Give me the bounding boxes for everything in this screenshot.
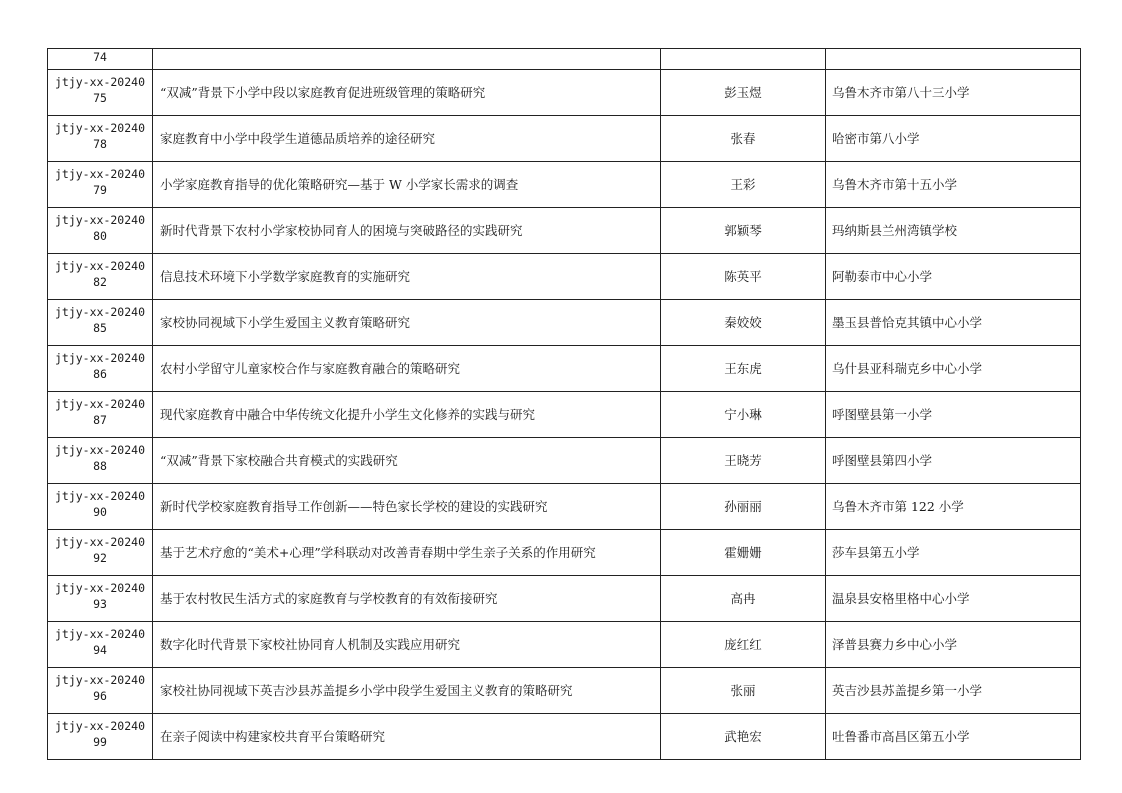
project-id-prefix: jtjy-xx-20240 xyxy=(54,443,145,457)
project-title-cell: 基于农村牧民生活方式的家庭教育与学校教育的有效衔接研究 xyxy=(153,576,661,622)
table-row xyxy=(48,49,1081,70)
project-id-cell xyxy=(48,208,153,254)
project-leader-cell: 彭玉煜 xyxy=(661,70,826,116)
project-id-suffix: 80 xyxy=(93,229,107,243)
project-unit-cell: 乌鲁木齐市第 122 小学 xyxy=(826,484,1081,530)
project-title-cell: 新时代背景下农村小学家校协同育人的困境与突破路径的实践研究 xyxy=(153,208,661,254)
project-id-cell: 74 xyxy=(48,49,153,70)
project-id-cell xyxy=(48,70,153,116)
project-id-suffix: 99 xyxy=(93,735,107,749)
project-id-prefix: jtjy-xx-20240 xyxy=(54,213,145,227)
project-leader-cell: 陈英平 xyxy=(661,254,826,300)
project-id-suffix: 92 xyxy=(93,551,107,565)
table-row xyxy=(48,484,1081,530)
project-title-cell: 农村小学留守儿童家校合作与家庭教育融合的策略研究 xyxy=(153,346,661,392)
project-id-cell xyxy=(48,484,153,530)
table-row xyxy=(48,162,1081,208)
project-unit-cell: 玛纳斯县兰州湾镇学校 xyxy=(826,208,1081,254)
table-row xyxy=(48,668,1081,714)
project-id-prefix: jtjy-xx-20240 xyxy=(54,351,145,365)
table-row xyxy=(48,392,1081,438)
project-unit-cell xyxy=(826,49,1081,70)
project-id-cell xyxy=(48,668,153,714)
project-leader-cell: 孙丽丽 xyxy=(661,484,826,530)
project-table xyxy=(47,48,1081,760)
project-id-cell xyxy=(48,530,153,576)
project-id-prefix: jtjy-xx-20240 xyxy=(54,397,145,411)
project-id-prefix: jtjy-xx-20240 xyxy=(54,259,145,273)
project-title-cell: 家庭教育中小学中段学生道德品质培养的途径研究 xyxy=(153,116,661,162)
project-unit-cell: 阿勒泰市中心小学 xyxy=(826,254,1081,300)
project-unit-cell: 乌什县亚科瑞克乡中心小学 xyxy=(826,346,1081,392)
project-id-suffix: 85 xyxy=(93,321,107,335)
project-title-cell: 信息技术环境下小学数学家庭教育的实施研究 xyxy=(153,254,661,300)
table-row xyxy=(48,116,1081,162)
project-leader-cell: 武艳宏 xyxy=(661,714,826,760)
project-id-cell xyxy=(48,622,153,668)
project-title-cell: 在亲子阅读中构建家校共育平台策略研究 xyxy=(153,714,661,760)
project-id-cell xyxy=(48,300,153,346)
project-title-cell: 新时代学校家庭教育指导工作创新——特色家长学校的建设的实践研究 xyxy=(153,484,661,530)
project-id-prefix: jtjy-xx-20240 xyxy=(54,673,145,687)
project-id-prefix: jtjy-xx-20240 xyxy=(54,581,145,595)
project-leader-cell: 高冉 xyxy=(661,576,826,622)
project-unit-cell: 呼图壁县第一小学 xyxy=(826,392,1081,438)
project-title-cell: 小学家庭教育指导的优化策略研究—基于 W 小学家长需求的调查 xyxy=(153,162,661,208)
project-unit-cell: 呼图壁县第四小学 xyxy=(826,438,1081,484)
project-title-cell: “双减”背景下家校融合共育模式的实践研究 xyxy=(153,438,661,484)
document-sheet xyxy=(47,48,1080,760)
project-title-cell: “双减”背景下小学中段以家庭教育促进班级管理的策略研究 xyxy=(153,70,661,116)
project-unit-cell: 温泉县安格里格中心小学 xyxy=(826,576,1081,622)
project-id-cell xyxy=(48,116,153,162)
project-id-prefix: jtjy-xx-20240 xyxy=(54,167,145,181)
project-leader-cell: 郭颖琴 xyxy=(661,208,826,254)
table-row xyxy=(48,300,1081,346)
project-id-prefix: jtjy-xx-20240 xyxy=(54,627,145,641)
project-id-suffix: 96 xyxy=(93,689,107,703)
table-row xyxy=(48,254,1081,300)
project-leader-cell xyxy=(661,49,826,70)
project-leader-cell: 霍姗姗 xyxy=(661,530,826,576)
project-unit-cell: 吐鲁番市高昌区第五小学 xyxy=(826,714,1081,760)
table-body xyxy=(48,49,1081,760)
project-id-suffix: 86 xyxy=(93,367,107,381)
project-unit-cell: 乌鲁木齐市第八十三小学 xyxy=(826,70,1081,116)
project-leader-cell: 庞红红 xyxy=(661,622,826,668)
project-id-cell xyxy=(48,346,153,392)
project-id-cell xyxy=(48,254,153,300)
project-id-prefix: jtjy-xx-20240 xyxy=(54,305,145,319)
project-title-cell: 基于艺术疗愈的“美术+心理”学科联动对改善青春期中学生亲子关系的作用研究 xyxy=(153,530,661,576)
project-id-cell xyxy=(48,392,153,438)
project-leader-cell: 张丽 xyxy=(661,668,826,714)
table-row xyxy=(48,714,1081,760)
project-title-cell xyxy=(153,49,661,70)
project-leader-cell: 宁小琳 xyxy=(661,392,826,438)
project-id-cell xyxy=(48,576,153,622)
project-leader-cell: 秦姣姣 xyxy=(661,300,826,346)
project-id-cell xyxy=(48,714,153,760)
project-id-prefix: jtjy-xx-20240 xyxy=(54,121,145,135)
table-row xyxy=(48,70,1081,116)
table-row xyxy=(48,530,1081,576)
project-leader-cell: 王彩 xyxy=(661,162,826,208)
project-id-suffix: 93 xyxy=(93,597,107,611)
table-row xyxy=(48,438,1081,484)
project-id-suffix: 75 xyxy=(93,91,107,105)
project-title-cell: 现代家庭教育中融合中华传统文化提升小学生文化修养的实践与研究 xyxy=(153,392,661,438)
table-row xyxy=(48,208,1081,254)
project-id-suffix: 88 xyxy=(93,459,107,473)
project-unit-cell: 乌鲁木齐市第十五小学 xyxy=(826,162,1081,208)
project-unit-cell: 墨玉县普恰克其镇中心小学 xyxy=(826,300,1081,346)
project-unit-cell: 英吉沙县苏盖提乡第一小学 xyxy=(826,668,1081,714)
project-id-suffix: 94 xyxy=(93,643,107,657)
project-title-cell: 家校社协同视域下英吉沙县苏盖提乡小学中段学生爱国主义教育的策略研究 xyxy=(153,668,661,714)
project-id-prefix: jtjy-xx-20240 xyxy=(54,719,145,733)
project-id-cell xyxy=(48,438,153,484)
project-id-prefix: jtjy-xx-20240 xyxy=(54,489,145,503)
project-title-cell: 家校协同视域下小学生爱国主义教育策略研究 xyxy=(153,300,661,346)
project-id-suffix: 87 xyxy=(93,413,107,427)
project-unit-cell: 泽普县赛力乡中心小学 xyxy=(826,622,1081,668)
project-unit-cell: 哈密市第八小学 xyxy=(826,116,1081,162)
project-id-suffix: 82 xyxy=(93,275,107,289)
project-id-prefix: jtjy-xx-20240 xyxy=(54,535,145,549)
project-id-suffix: 78 xyxy=(93,137,107,151)
table-row xyxy=(48,346,1081,392)
project-title-cell: 数字化时代背景下家校社协同育人机制及实践应用研究 xyxy=(153,622,661,668)
table-row xyxy=(48,622,1081,668)
table-row xyxy=(48,576,1081,622)
project-id-suffix: 90 xyxy=(93,505,107,519)
project-leader-cell: 王东虎 xyxy=(661,346,826,392)
project-leader-cell: 王晓芳 xyxy=(661,438,826,484)
project-unit-cell: 莎车县第五小学 xyxy=(826,530,1081,576)
project-leader-cell: 张春 xyxy=(661,116,826,162)
project-id-prefix: jtjy-xx-20240 xyxy=(54,75,145,89)
project-id-suffix: 79 xyxy=(93,183,107,197)
project-id-cell xyxy=(48,162,153,208)
